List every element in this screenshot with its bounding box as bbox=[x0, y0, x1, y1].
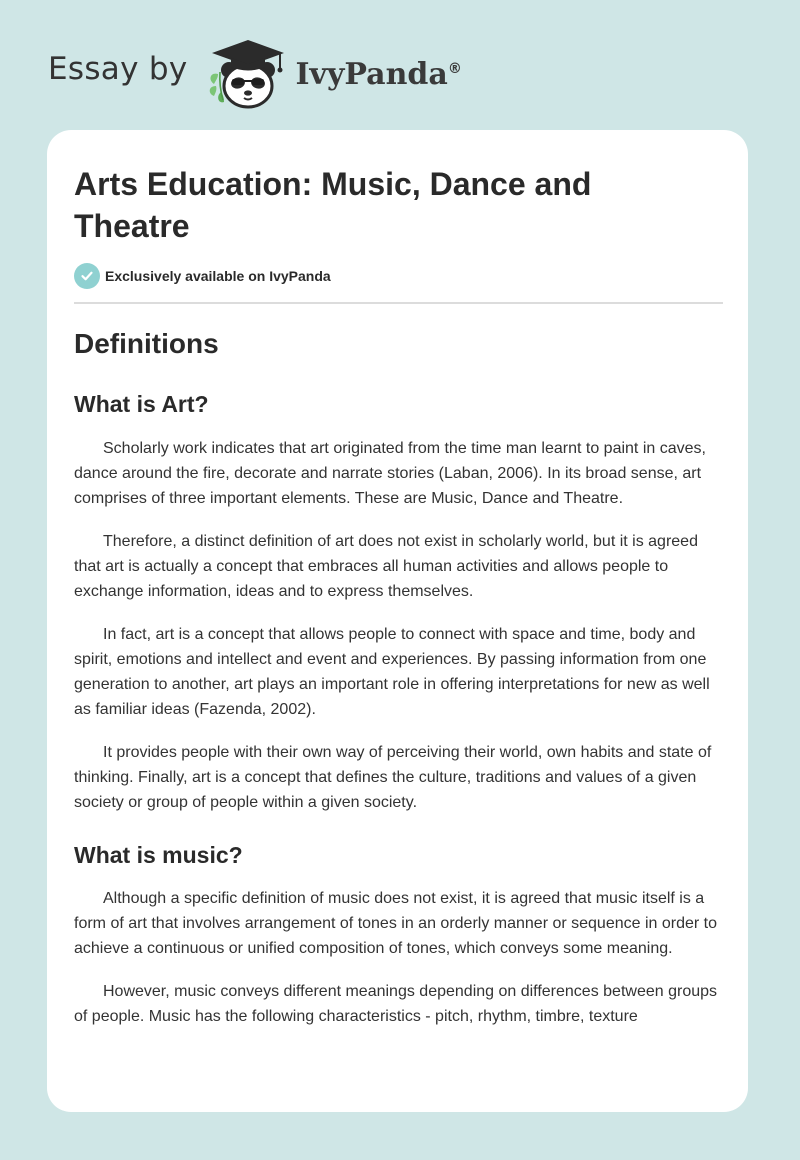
paragraph: Therefore, a distinct definition of art does not exist in scholarly world, but it is agreed that art is actually a concept that embraces all human activities and allows people to exchange information, ideas and to express themselves. bbox=[74, 533, 698, 600]
paragraph: It provides people with their own way of perceiving their world, own habits and state of thinking. Finally, art is a concept that defines the culture, traditions and values of a given society or group of people within a given society. bbox=[74, 744, 712, 811]
paragraph: Scholarly work indicates that art originated from the time man learnt to paint in caves, dance around the fire, decorate and narrate stories (Laban, 2006). In its broad sense, art comprises of three important elements. These are Music, Dance and Theatre. bbox=[74, 440, 706, 507]
checkmark-circle-icon bbox=[74, 263, 100, 289]
section-heading-definitions: Definitions bbox=[74, 328, 219, 359]
essay-card bbox=[47, 130, 748, 1112]
subsection-heading-music: What is music? bbox=[74, 842, 243, 868]
subsection-heading-art: What is Art? bbox=[74, 391, 209, 417]
essay-body bbox=[74, 320, 723, 1047]
paragraph: However, music conveys different meanings depending on differences between groups of people. Music has the following characteristics - pitch, rhythm, timbre, texture bbox=[74, 983, 718, 1025]
title-divider bbox=[74, 302, 723, 304]
essay-title: Arts Education: Music, Dance and Theatre bbox=[74, 166, 592, 244]
exclusive-badge bbox=[74, 263, 331, 289]
site-header-brand[interactable] bbox=[48, 34, 462, 110]
brand-name-text: IvyPanda bbox=[295, 56, 448, 92]
panda-graduation-cap-logo bbox=[204, 34, 292, 110]
exclusive-label: Exclusively available on IvyPanda bbox=[105, 268, 331, 284]
paragraph: In fact, art is a concept that allows people to connect with space and time, body and spirit, emotions and intellect and event and experiences. By passing information from one generation to another, art plays an important role in offering interpretations for new as well as familiar ideas (Fazenda, 2002). bbox=[74, 626, 710, 718]
brand-name bbox=[296, 57, 462, 92]
paragraph: Although a specific definition of music does not exist, it is agreed that music itself is a form of art that involves arrangement of tones in an orderly manner or sequence in order to achieve a continuous or unified composition of tones, which conveys some meaning. bbox=[74, 890, 718, 957]
brand-prefix: Essay by bbox=[48, 51, 188, 87]
registered-mark: ® bbox=[447, 60, 462, 77]
